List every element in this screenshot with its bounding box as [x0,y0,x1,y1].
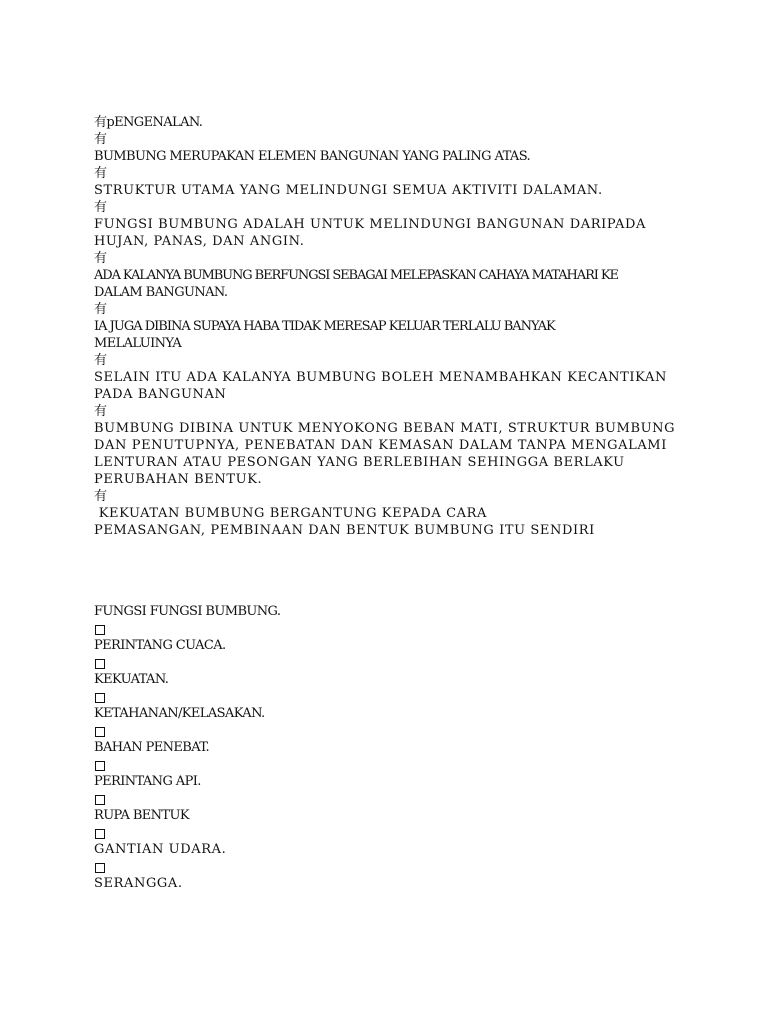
bullet-glyph-icon: 有 [94,132,108,147]
paragraph-line: HUJAN, PANAS, DAN ANGIN. [94,234,305,249]
paragraph-line: SELAIN ITU ADA KALANYA BUMBUNG BOLEH MENAMBAHKAN KECANTIKAN [94,370,667,385]
list-item: SERANGGA. [94,876,183,891]
paragraph-line: KEKUATAN BUMBUNG BERGANTUNG KEPADA CARA [94,506,487,521]
paragraph-line: PADA BANGUNAN [94,387,227,402]
list-bullet [94,620,694,637]
checkbox-square-icon [95,761,105,771]
paragraph-line: PEMASANGAN, PEMBINAAN DAN BENTUK BUMBUNG ITU SENDIRI [94,523,595,538]
list-item: PERINTANG CUACA. [94,638,226,653]
paragraph-line: MELALUINYA [94,336,182,351]
paragraph-line: DAN PENUTUPNYA, PENEBATAN DAN KEMASAN DALAM TANPA MENGALAMI [94,438,667,453]
paragraph-marker [94,352,694,369]
paragraph-line: IA JUGA DIBINA SUPAYA HABA TIDAK MERESAP KELUAR TERLALU BANYAK [94,319,555,334]
list-item: KETAHANAN/KELASAKAN. [94,706,265,721]
list-bullet [94,654,694,671]
paragraph-marker [94,488,694,505]
paragraph-marker [94,250,694,267]
paragraph-marker [94,131,694,148]
list-item: PERINTANG API. [94,774,201,789]
paragraph-line: LENTURAN ATAU PESONGAN YANG BERLEBIHAN SEHINGGA BERLAKU [94,455,625,470]
list-bullet [94,688,694,705]
list-item: KEKUATAN. [94,672,169,687]
paragraph-marker [94,403,694,420]
bullet-glyph-icon: 有 [94,489,108,504]
paragraph-line: BUMBUNG MERUPAKAN ELEMEN BANGUNAN YANG PALING ATAS. [94,149,531,164]
functions-section [94,603,694,892]
checkbox-square-icon [95,625,105,635]
checkbox-square-icon [95,693,105,703]
checkbox-square-icon [95,727,105,737]
paragraph-marker [94,301,694,318]
document-page [94,114,694,892]
bullet-glyph-icon: 有 [94,353,108,368]
paragraph-marker [94,165,694,182]
bullet-glyph-icon: 有 [94,302,108,317]
paragraph-marker [94,199,694,216]
checkbox-square-icon [95,795,105,805]
paragraph-line: FUNGSI BUMBUNG ADALAH UNTUK MELINDUNGI BANGUNAN DARIPADA [94,217,646,232]
section-heading-line [94,114,694,131]
list-item: RUPA BENTUK [94,808,189,823]
checkbox-square-icon [95,863,105,873]
section-gap [94,539,694,603]
paragraph-line: DALAM BANGUNAN. [94,285,228,300]
paragraph-line: STRUKTUR UTAMA YANG MELINDUNGI SEMUA AKTIVITI DALAMAN. [94,183,603,198]
list-bullet [94,790,694,807]
list-bullet [94,858,694,875]
checkbox-square-icon [95,829,105,839]
paragraph-line: PERUBAHAN BENTUK. [94,472,263,487]
paragraph-line: BUMBUNG DIBINA UNTUK MENYOKONG BEBAN MATI, STRUKTUR BUMBUNG [94,421,676,436]
list-item: BAHAN PENEBAT. [94,740,209,755]
bullet-glyph-icon: 有 [94,251,108,266]
paragraph-line: ADA KALANYA BUMBUNG BERFUNGSI SEBAGAI MELEPASKAN CAHAYA MATAHARI KE [94,268,618,283]
bullet-glyph-icon: 有 [94,166,108,181]
bullet-glyph-icon: 有 [94,200,108,215]
section-heading: pENGENALAN. [106,115,203,130]
list-item: GANTIAN UDARA. [94,842,227,857]
functions-heading: FUNGSI FUNGSI BUMBUNG. [94,604,281,619]
bullet-glyph-icon: 有 [94,115,107,130]
intro-section [94,114,694,539]
list-bullet [94,722,694,739]
checkbox-square-icon [95,659,105,669]
list-bullet [94,756,694,773]
list-bullet [94,824,694,841]
bullet-glyph-icon: 有 [94,404,108,419]
